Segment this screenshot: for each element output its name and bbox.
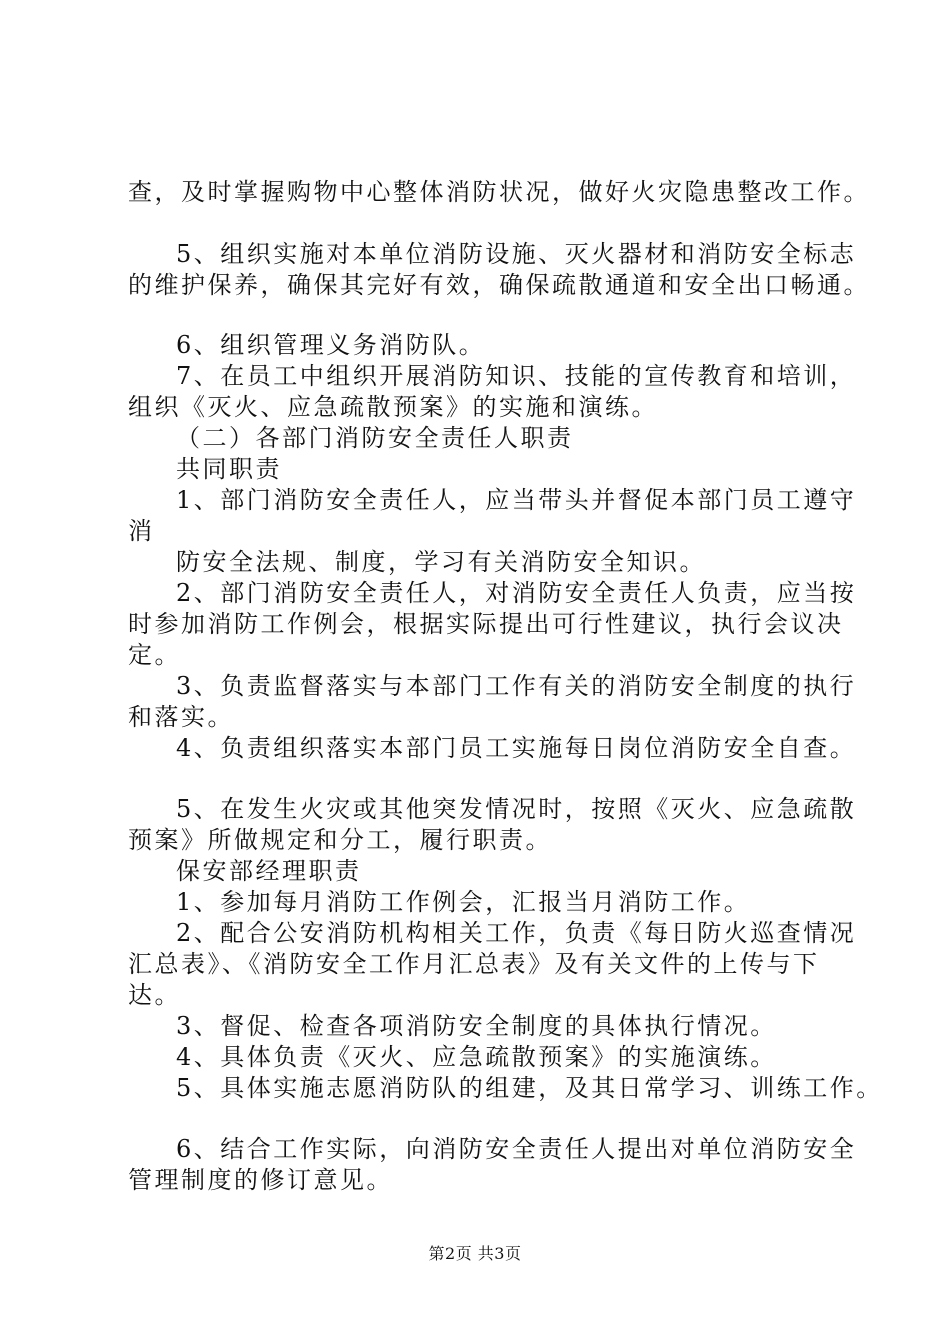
body-line: 组织《灭火、应急疏散预案》的实施和演练。: [128, 393, 658, 421]
body-line: 5、组织实施对本单位消防设施、灭火器材和消防安全标志: [176, 240, 857, 268]
subsection-heading: 共同职责: [176, 455, 282, 483]
body-line: 2、配合公安消防机构相关工作，负责《每日防火巡查情况: [176, 919, 857, 947]
body-line: 3、负责监督落实与本部门工作有关的消防安全制度的执行: [176, 672, 857, 700]
body-line: 和落实。: [128, 703, 234, 731]
body-line: 管理制度的修订意见。: [128, 1166, 393, 1194]
body-line: 3、督促、检查各项消防安全制度的具体执行情况。: [176, 1012, 777, 1040]
body-line: 的维护保养，确保其完好有效，确保疏散通道和安全出口畅通。: [128, 271, 870, 299]
body-line: 5、在发生火灾或其他突发情况时，按照《灭火、应急疏散: [176, 795, 857, 823]
body-line: 防安全法规、制度，学习有关消防安全知识。: [176, 548, 706, 576]
body-line: 查，及时掌握购物中心整体消防状况，做好火灾隐患整改工作。: [128, 178, 870, 206]
body-line: 4、负责组织落实本部门员工实施每日岗位消防安全自查。: [176, 734, 857, 762]
body-line: 6、结合工作实际，向消防安全责任人提出对单位消防安全: [176, 1135, 857, 1163]
body-line: 时参加消防工作例会，根据实际提出可行性建议，执行会议决: [128, 610, 844, 638]
body-line: 预案》所做规定和分工，履行职责。: [128, 826, 552, 854]
body-line: 1、参加每月消防工作例会，汇报当月消防工作。: [176, 888, 751, 916]
body-line: 1、部门消防安全责任人，应当带头并督促本部门员工遵守: [176, 486, 857, 514]
body-line: 达。: [128, 981, 181, 1009]
body-line: 4、具体负责《灭火、应急疏散预案》的实施演练。: [176, 1043, 777, 1071]
body-line: 7、在员工中组织开展消防知识、技能的宣传教育和培训，: [176, 362, 857, 390]
body-line: 消: [128, 517, 155, 545]
subsection-heading: 保安部经理职责: [176, 857, 362, 885]
body-line: 6、组织管理义务消防队。: [176, 331, 486, 359]
body-line: 2、部门消防安全责任人，对消防安全责任人负责，应当按: [176, 579, 857, 607]
page-footer: 第2页 共3页: [428, 1244, 522, 1263]
body-line: 5、具体实施志愿消防队的组建，及其日常学习、训练工作。: [176, 1074, 883, 1102]
body-line: 定。: [128, 641, 181, 669]
section-heading: （二）各部门消防安全责任人职责: [176, 424, 574, 452]
body-line: 汇总表》、《消防安全工作月汇总表》及有关文件的上传与下: [128, 950, 820, 978]
